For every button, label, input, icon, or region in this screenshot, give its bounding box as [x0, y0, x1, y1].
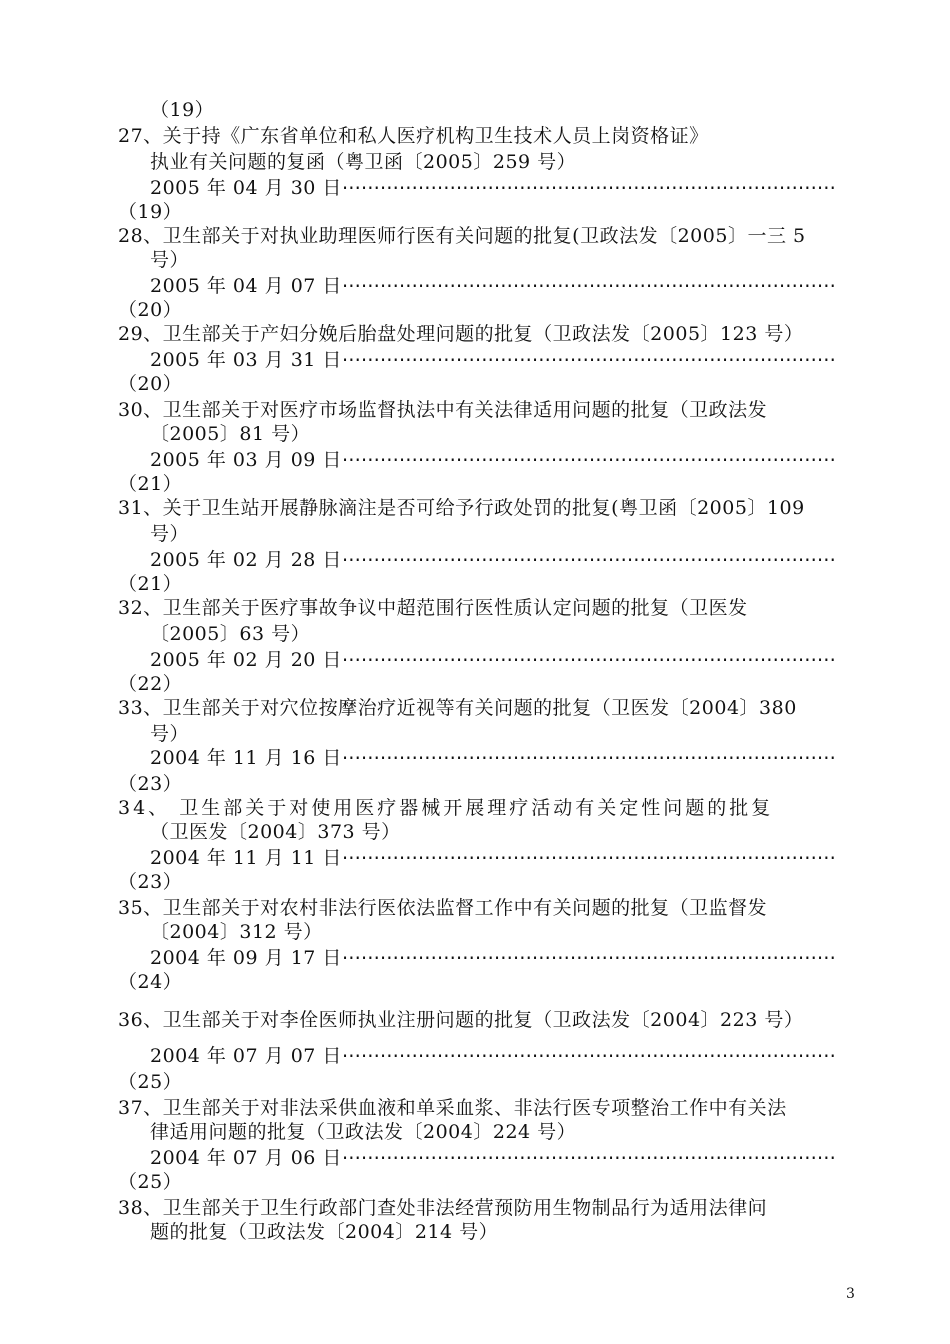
leader-dots: ⋯⋯⋯⋯⋯⋯⋯⋯⋯⋯⋯⋯⋯⋯⋯⋯⋯⋯⋯⋯⋯⋯⋯⋯⋯⋯: [341, 177, 836, 199]
leader-dots: ⋯⋯⋯⋯⋯⋯⋯⋯⋯⋯⋯⋯⋯⋯⋯⋯⋯⋯⋯⋯⋯⋯⋯⋯⋯⋯: [341, 1045, 836, 1067]
toc-item-32-title-cont: 〔2005〕63 号）: [150, 623, 311, 645]
toc-item-34-date: 2004 年 11 月 11 日: [150, 847, 342, 869]
toc-item-31-date-line: [150, 548, 836, 572]
toc-item-35-title-cont: 〔2004〕312 号）: [150, 921, 323, 943]
toc-item-33-title: 33、卫生部关于对穴位按摩治疗近视等有关问题的批复（卫医发〔2004〕380: [118, 697, 797, 719]
leader-dots: ⋯⋯⋯⋯⋯⋯⋯⋯⋯⋯⋯⋯⋯⋯⋯⋯⋯⋯⋯⋯⋯⋯⋯⋯⋯⋯: [341, 349, 836, 371]
toc-item-32-page: （22）: [118, 673, 183, 695]
toc-item-35-date: 2004 年 09 月 17 日: [150, 947, 342, 969]
toc-item-27-date-line: [150, 176, 836, 200]
toc-item-35-page: （24）: [118, 971, 183, 993]
toc-item-34-title-cont: （卫医发〔2004〕373 号）: [150, 821, 401, 843]
toc-item-35-title: 35、卫生部关于对农村非法行医依法监督工作中有关问题的批复（卫监督发: [118, 897, 768, 919]
toc-item-27-page: （19）: [118, 201, 183, 223]
toc-item-33-date: 2004 年 11 月 16 日: [150, 747, 342, 769]
toc-item-30-title-cont: 〔2005〕81 号）: [150, 423, 311, 445]
toc-item-36-page: （25）: [118, 1071, 183, 1093]
toc-item-37-title-cont: 律适用问题的批复（卫政法发〔2004〕224 号）: [150, 1121, 577, 1143]
toc-item-37-title: 37、卫生部关于对非法采供血液和单采血浆、非法行医专项整治工作中有关法: [118, 1097, 787, 1119]
toc-item-29-date-line: [150, 348, 836, 372]
leader-dots: ⋯⋯⋯⋯⋯⋯⋯⋯⋯⋯⋯⋯⋯⋯⋯⋯⋯⋯⋯⋯⋯⋯⋯⋯⋯⋯: [341, 275, 836, 297]
toc-item-32-date-line: [150, 648, 836, 672]
toc-item-28-title-cont: 号）: [150, 249, 190, 271]
leader-dots: ⋯⋯⋯⋯⋯⋯⋯⋯⋯⋯⋯⋯⋯⋯⋯⋯⋯⋯⋯⋯⋯⋯⋯⋯⋯⋯: [341, 449, 836, 471]
toc-item-28-date: 2005 年 04 月 07 日: [150, 275, 342, 297]
toc-item-27-date: 2005 年 04 月 30 日: [150, 177, 342, 199]
toc-item-30-page: （21）: [118, 473, 183, 495]
toc-item-31-page: （21）: [118, 573, 183, 595]
toc-item-28-page: （20）: [118, 299, 183, 321]
toc-item-30-title: 30、卫生部关于对医疗市场监督执法中有关法律适用问题的批复（卫政法发: [118, 399, 768, 421]
toc-item-32-title: 32、卫生部关于医疗事故争议中超范围行医性质认定问题的批复（卫医发: [118, 597, 748, 619]
toc-item-38-title-cont: 题的批复（卫政法发〔2004〕214 号）: [150, 1221, 499, 1243]
toc-item-38-title: 38、卫生部关于卫生行政部门查处非法经营预防用生物制品行为适用法律问: [118, 1197, 768, 1219]
leader-dots: ⋯⋯⋯⋯⋯⋯⋯⋯⋯⋯⋯⋯⋯⋯⋯⋯⋯⋯⋯⋯⋯⋯⋯⋯⋯⋯: [341, 747, 836, 769]
toc-item-30-date: 2005 年 03 月 09 日: [150, 449, 342, 471]
toc-item-36-title: 36、卫生部关于对李佺医师执业注册问题的批复（卫政法发〔2004〕223 号）: [118, 1009, 804, 1031]
leader-dots: ⋯⋯⋯⋯⋯⋯⋯⋯⋯⋯⋯⋯⋯⋯⋯⋯⋯⋯⋯⋯⋯⋯⋯⋯⋯⋯: [341, 649, 836, 671]
toc-item-35-date-line: [150, 946, 836, 970]
toc-item-37-date-line: [150, 1146, 836, 1170]
toc-lead-page: （19）: [150, 99, 215, 121]
toc-item-36-date: 2004 年 07 月 07 日: [150, 1045, 342, 1067]
toc-item-27-title: 27、关于持《广东省单位和私人医疗机构卫生技术人员上岗资格证》: [118, 125, 709, 147]
toc-item-33-date-line: [150, 746, 836, 770]
toc-item-27-title-cont: 执业有关问题的复函（粤卫函〔2005〕259 号）: [150, 151, 577, 173]
toc-item-31-title: 31、关于卫生站开展静脉滴注是否可给予行政处罚的批复(粤卫函〔2005〕109: [118, 497, 805, 519]
toc-item-28-title: 28、卫生部关于对执业助理医师行医有关问题的批复(卫政法发〔2005〕一三 5: [118, 225, 806, 247]
toc-item-33-title-cont: 号）: [150, 723, 190, 745]
toc-item-29-title: 29、卫生部关于产妇分娩后胎盘处理问题的批复（卫政法发〔2005〕123 号）: [118, 323, 804, 345]
toc-item-37-date: 2004 年 07 月 06 日: [150, 1147, 342, 1169]
leader-dots: ⋯⋯⋯⋯⋯⋯⋯⋯⋯⋯⋯⋯⋯⋯⋯⋯⋯⋯⋯⋯⋯⋯⋯⋯⋯⋯: [341, 947, 836, 969]
toc-item-34-title: 34、 卫生部关于对使用医疗器械开展理疗活动有关定性问题的批复: [118, 797, 774, 819]
toc-item-28-date-line: [150, 274, 836, 298]
toc-item-36-date-line: [150, 1044, 836, 1068]
leader-dots: ⋯⋯⋯⋯⋯⋯⋯⋯⋯⋯⋯⋯⋯⋯⋯⋯⋯⋯⋯⋯⋯⋯⋯⋯⋯⋯: [341, 549, 836, 571]
leader-dots: ⋯⋯⋯⋯⋯⋯⋯⋯⋯⋯⋯⋯⋯⋯⋯⋯⋯⋯⋯⋯⋯⋯⋯⋯⋯⋯: [341, 847, 836, 869]
toc-item-37-page: （25）: [118, 1171, 183, 1193]
toc-item-31-date: 2005 年 02 月 28 日: [150, 549, 342, 571]
toc-item-29-date: 2005 年 03 月 31 日: [150, 349, 342, 371]
toc-item-34-date-line: [150, 846, 836, 870]
toc-item-31-title-cont: 号）: [150, 523, 190, 545]
toc-item-33-page: （23）: [118, 773, 183, 795]
toc-item-34-page: （23）: [118, 871, 183, 893]
page-number: 3: [846, 1286, 855, 1302]
toc-item-32-date: 2005 年 02 月 20 日: [150, 649, 342, 671]
toc-item-29-page: （20）: [118, 373, 183, 395]
toc-item-30-date-line: [150, 448, 836, 472]
leader-dots: ⋯⋯⋯⋯⋯⋯⋯⋯⋯⋯⋯⋯⋯⋯⋯⋯⋯⋯⋯⋯⋯⋯⋯⋯⋯⋯: [341, 1147, 836, 1169]
